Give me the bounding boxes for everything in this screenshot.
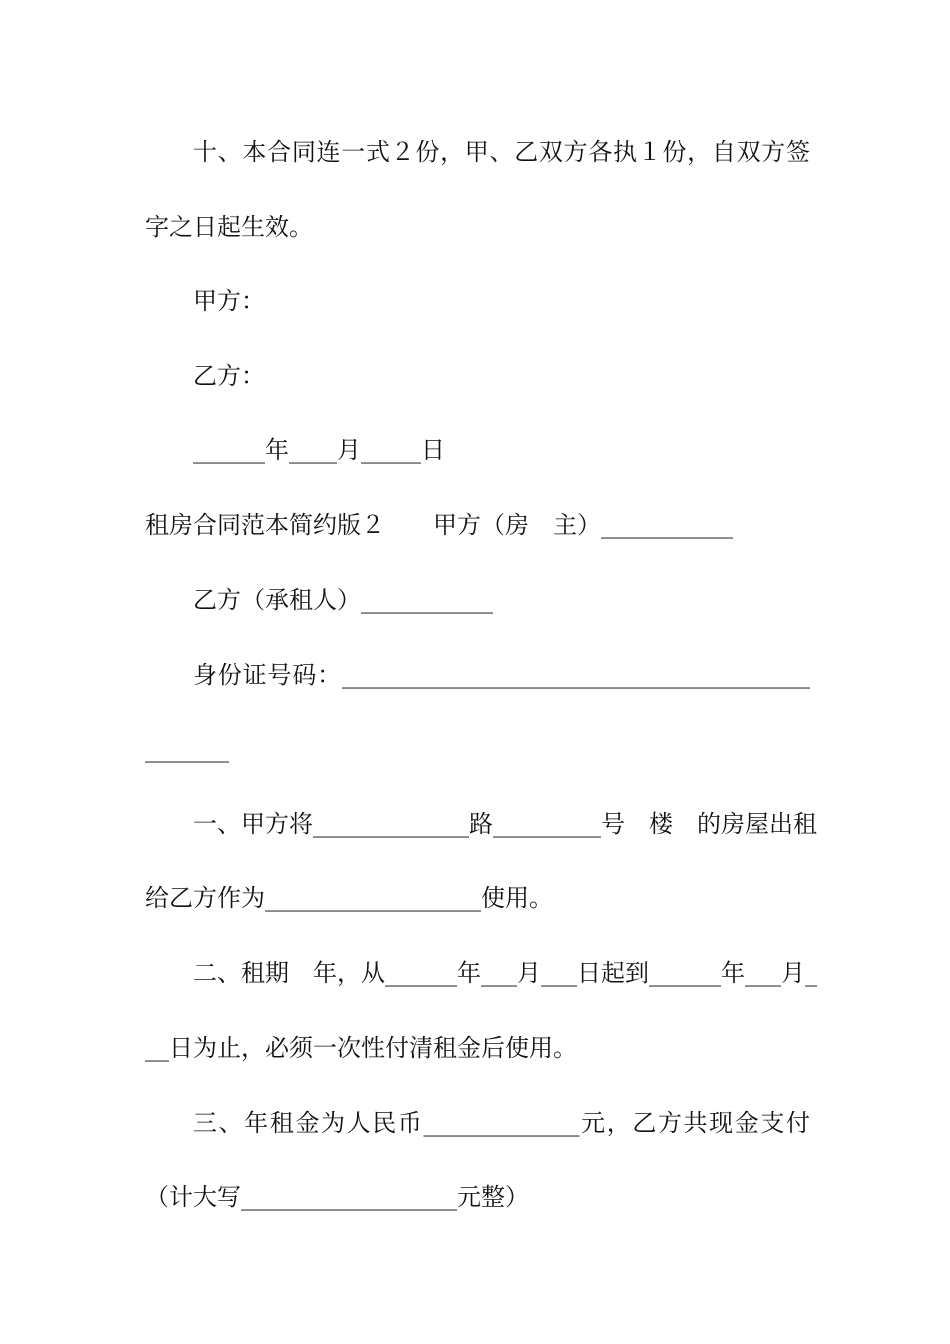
id-number-continuation: _______ bbox=[145, 735, 229, 763]
clause-one-line-1: 一、甲方将_____________路_________号 楼 的房屋出租 bbox=[193, 810, 817, 838]
id-number-line: 身份证号码：_______________________________________ bbox=[193, 661, 810, 689]
clause-ten-line-1: 十、本合同连一式２份，甲、乙双方各执１份，自双方签 bbox=[193, 138, 810, 166]
clause-ten-line-2: 字之日起生效。 bbox=[145, 213, 313, 241]
contract-2-heading-landlord: 租房合同范本简约版２ 甲方（房 主）___________ bbox=[145, 511, 733, 539]
tenant-line: 乙方（承租人）___________ bbox=[193, 586, 493, 614]
clause-three-line-2: （计大写__________________元整） bbox=[145, 1183, 529, 1211]
clause-two-line-1: 二、租期 年，从______年___月___日起到______年___月_ bbox=[193, 959, 817, 987]
clause-three-line-1: 三、年租金为人民币_____________元，乙方共现金支付 bbox=[193, 1109, 810, 1137]
party-a-signature: 甲方： bbox=[193, 287, 265, 315]
signing-date: ______年____月_____日 bbox=[193, 436, 445, 464]
clause-one-line-2: 给乙方作为__________________使用。 bbox=[145, 884, 553, 912]
party-b-signature: 乙方： bbox=[193, 362, 265, 390]
clause-two-line-2: __日为止，必须一次性付清租金后使用。 bbox=[145, 1034, 577, 1062]
